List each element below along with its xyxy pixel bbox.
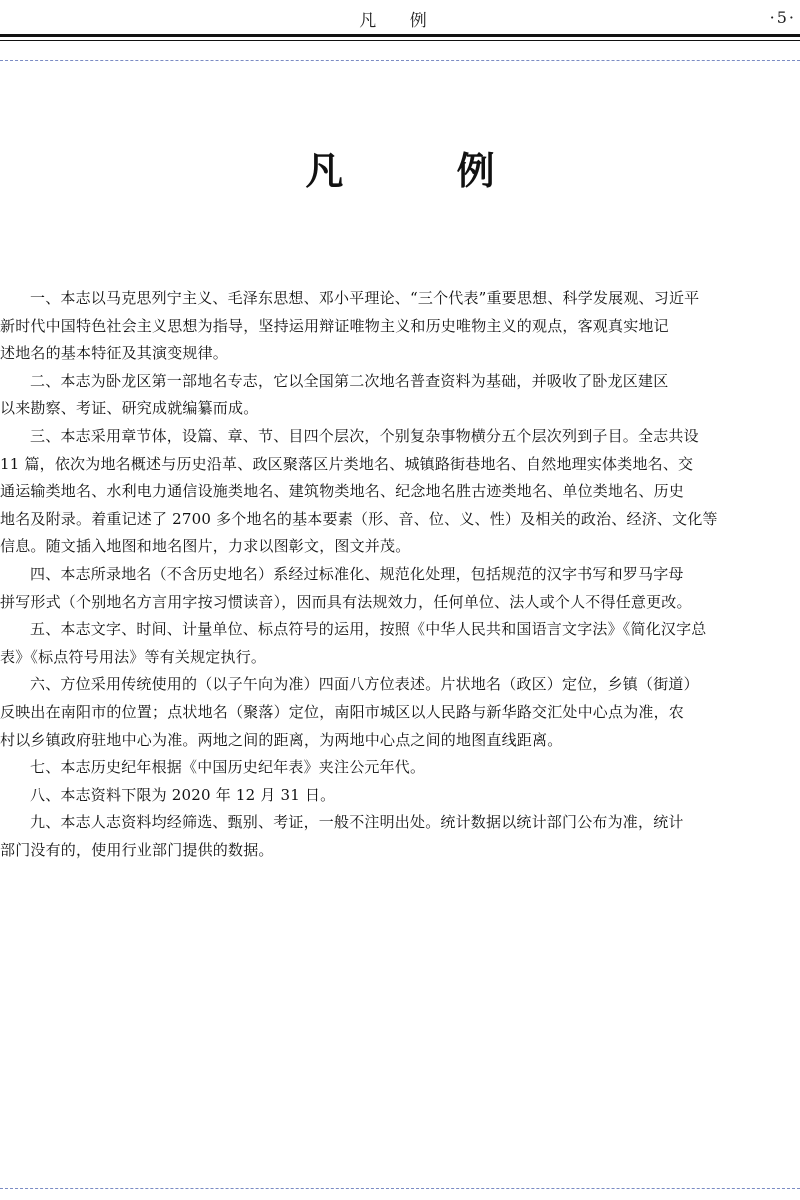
paragraph-line: 四、本志所录地名（不含历史地名）系经过标准化、规范化处理，包括规范的汉字书写和罗马字母 bbox=[30, 564, 684, 583]
paragraph-line: 二、本志为卧龙区第一部地名专志，它以全国第二次地名普查资料为基础，并吸收了卧龙区建区 bbox=[30, 371, 669, 390]
running-title: 凡 例 bbox=[359, 11, 441, 31]
paragraph-line: 表》《标点符号用法》等有关规定执行。 bbox=[0, 647, 267, 666]
paragraph-line: 反映出在南阳市的位置；点状地名（聚落）定位，南阳市城区以人民路与新华路交汇处中心点为准，农 bbox=[0, 702, 685, 721]
paragraph-line: 地名及附录。着重记述了 2700 多个地名的基本要素（形、音、位、义、性）及相关的政治、经济、文化等 bbox=[0, 509, 718, 528]
body-text bbox=[0, 285, 800, 864]
paragraph-line: 拼写形式（个别地名方言用字按习惯读音），因而具有法规效力，任何单位、法人或个人不得任意更改。 bbox=[0, 592, 692, 611]
running-header bbox=[0, 0, 800, 30]
paragraph-line: 通运输类地名、水利电力通信设施类地名、建筑物类地名、纪念地名胜古迹类地名、单位类地名、历史 bbox=[0, 482, 685, 501]
dashed-border-top bbox=[0, 60, 800, 61]
paragraph-line: 11 篇，依次为地名概述与历史沿革、政区聚落区片类地名、城镇路街巷地名、自然地理实体类地名、交 bbox=[0, 454, 694, 473]
paragraph-line: 六、方位采用传统使用的（以子午向为准）四面八方位表述。片状地名（政区）定位，乡镇（街道） bbox=[30, 675, 699, 694]
header-rule-thick bbox=[0, 34, 800, 37]
paragraph-line: 一、本志以马克思列宁主义、毛泽东思想、邓小平理论、“三个代表”重要思想、科学发展观、习近平 bbox=[30, 289, 700, 307]
page-title: 凡 例 bbox=[305, 149, 545, 193]
paragraph-line: 新时代中国特色社会主义思想为指导，坚持运用辩证唯物主义和历史唯物主义的观点，客观真实地记 bbox=[0, 316, 669, 335]
header-rule-thin bbox=[0, 40, 800, 41]
dashed-border-bottom bbox=[0, 1188, 800, 1189]
paragraph-line: 五、本志文字、时间、计量单位、标点符号的运用，按照《中华人民共和国语言文字法》《简化汉字总 bbox=[30, 620, 707, 639]
page-number: ·5· bbox=[769, 8, 796, 27]
paragraph-line: 村以乡镇政府驻地中心为准。两地之间的距离，为两地中心点之间的地图直线距离。 bbox=[0, 730, 563, 749]
paragraph-line: 信息。随文插入地图和地名图片，力求以图彰文，图文并茂。 bbox=[0, 537, 411, 556]
paragraph-line: 以来勘察、考证、研究成就编纂而成。 bbox=[0, 399, 259, 418]
paragraph-line: 七、本志历史纪年根据《中国历史纪年表》夹注公元年代。 bbox=[30, 758, 426, 777]
paragraph-line: 部门没有的，使用行业部门提供的数据。 bbox=[0, 840, 274, 859]
paragraph-line: 三、本志采用章节体，设篇、章、节、目四个层次，个别复杂事物横分五个层次列到子目。全志共设 bbox=[30, 426, 699, 445]
paragraph-line: 九、本志人志资料均经筛选、甄别、考证，一般不注明出处。统计数据以统计部门公布为准，统计 bbox=[30, 813, 684, 832]
paragraph-line: 八、本志资料下限为 2020 年 12 月 31 日。 bbox=[30, 785, 336, 804]
paragraph-line: 述地名的基本特征及其演变规律。 bbox=[0, 344, 229, 363]
